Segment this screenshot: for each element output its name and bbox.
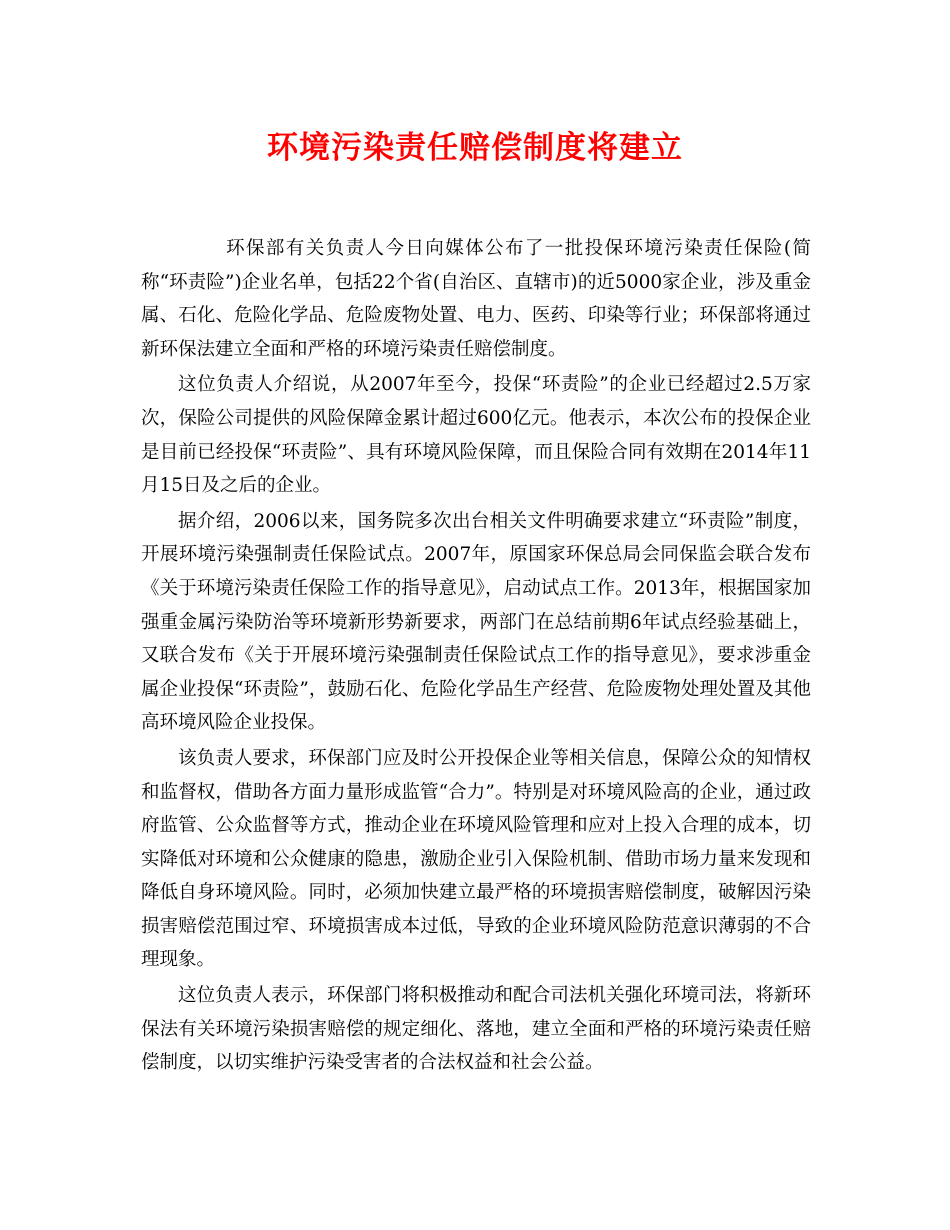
document-title: 环境污染责任赔偿制度将建立 [267,130,683,166]
paragraph-2: 这位负责人介绍说，从2007年至今，投保“环责险”的企业已经超过2.5万家次，保险公司提供的风险保障金累计超过600亿元。他表示，本次公布的投保企业是目前已经投保“环责险”、具有环境风险保障，而且保险合同有效期在2014年11月15日及之后的企业。 [141,374,811,497]
paragraph-1: 环保部有关负责人今日向媒体公布了一批投保环境污染责任保险(简称“环责险”)企业名单，包括22个省(自治区、直辖市)的近5000家企业，涉及重金属、石化、危险化学品、危险废物处置、电力、医药、印染等行业；环保部将通过新环保法建立全面和严格的环境污染责任赔偿制度。 [141,238,811,360]
paragraph-4: 该负责人要求，环保部门应及时公开投保企业等相关信息，保障公众的知情权和监督权，借助各方面力量形成监管“合力”。特别是对环境风险高的企业，通过政府监管、公众监督等方式，推动企业在环境风险管理和应对上投入合理的成本，切实降低对环境和公众健康的隐患，激励企业引入保险机制、借助市场力量来发现和降低自身环境风险。同时，必须加快建立最严格的环境损害赔偿制度，破解因污染损害赔偿范围过窄、环境损害成本过低，导致的企业环境风险防范意识薄弱的不合理现象。 [141,747,811,971]
paragraph-3: 据介绍，2006以来，国务院多次出台相关文件明确要求建立“环责险”制度，开展环境污染强制责任保险试点。2007年，原国家环保总局会同保监会联合发布《关于环境污染责任保险工作的指导意见》，启动试点工作。2013年，根据国家加强重金属污染防治等环境新形势新要求，两部门在总结前期6年试点经验基础上，又联合发布《关于开展环境污染强制责任保险试点工作的指导意见》，要求涉重金属企业投保“环责险”，鼓励石化、危险化学品生产经营、危险废物处理处置及其他高环境风险企业投保。 [141,510,811,734]
document-body [141,232,811,1082]
paragraph-5: 这位负责人表示，环保部门将积极推动和配合司法机关强化环境司法，将新环保法有关环境污染损害赔偿的规定细化、落地，建立全面和严格的环境污染责任赔偿制度，以切实维护污染受害者的合法权益和社会公益。 [141,985,811,1074]
